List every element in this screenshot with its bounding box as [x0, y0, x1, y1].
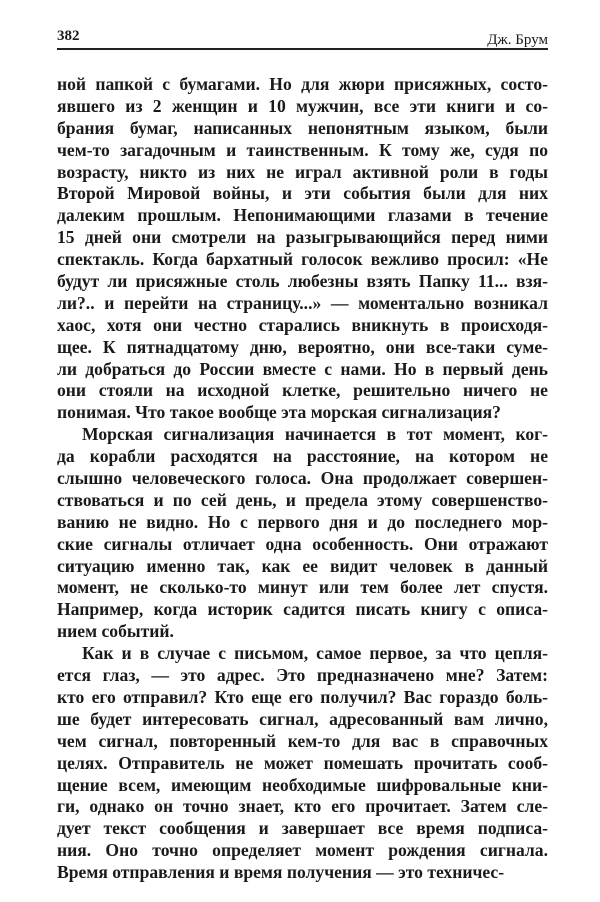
text-line: да корабли расходятся на расстояние, на котором не	[57, 446, 548, 467]
text-line: они стояли на исходной клетке, решительно ничего не	[57, 380, 548, 401]
text-line: момент, не сколько-то минут или тем более лет спустя.	[57, 577, 548, 598]
text-line: явшего из 2 женщин и 10 мужчин, все эти книги и со-	[57, 95, 548, 116]
text-line: нием событий.	[57, 621, 174, 642]
text-line: понимая. Что такое вообще эта морская сигнализация?	[57, 402, 501, 423]
text-line: щее. К пятнадцатому дню, вероятно, они все-таки суме-	[57, 336, 548, 357]
text-line: ги, однако он точно знает, кто его прочитает. Затем сле-	[57, 796, 548, 817]
text-line: ли добраться до России вместе с нами. Но в первый день	[57, 358, 548, 379]
text-line: Время отправления и время получения — это техничес-	[57, 862, 505, 883]
text-line: чем-то загадочным и таинственным. К тому же, судя по	[57, 139, 548, 160]
text-line: Морская сигнализация начинается в тот момент, ког-	[82, 424, 548, 445]
text-line: ется глаз, — это адрес. Это предназначено мне? Затем:	[57, 665, 548, 686]
text-line: Например, когда историк садится писать книгу с описа-	[57, 599, 548, 620]
text-line: будут ли присяжные столь любезны взять Папку 11... взя-	[57, 271, 548, 292]
page-body	[57, 74, 548, 884]
header-rule	[57, 48, 548, 50]
paragraph	[57, 643, 548, 884]
text-line: ситуацию именно так, как ее видит человек в данный	[57, 555, 548, 576]
text-line: ванию не видно. Но с первого дня и до последнего мор-	[57, 511, 548, 532]
page-header	[57, 24, 548, 48]
text-line: хаос, хотя они честно старались вникнуть в происходя-	[57, 314, 548, 335]
text-line: брания бумаг, написанных непонятным языком, были	[57, 117, 548, 138]
text-line: щение всем, имеющим необходимые шифровальные кни-	[57, 774, 548, 795]
text-line: ли?.. и перейти на страницу...» — моментально возникал	[57, 292, 548, 313]
text-line: ной папкой с бумагами. Но для жюри присяжных, состо-	[57, 74, 548, 94]
text-line: далеким прошлым. Непонимающими глазами в течение	[57, 205, 548, 226]
text-line: целях. Отправитель не может помешать прочитать сооб-	[57, 752, 548, 773]
text-line: ские сигналы отличает одна особенность. Они отражают	[57, 533, 548, 554]
text-line: кто его отправил? Кто еще его получил? Вас гораздо боль-	[57, 686, 548, 707]
text-line: Второй Мировой войны, и эти события были для них	[57, 183, 548, 204]
text-line: ния. Оно точно определяет момент рождения сигнала.	[57, 840, 548, 861]
text-line: возрасту, никто из них не играл активной роли в годы	[57, 161, 548, 182]
text-line: чем сигнал, повторенный кем-то для вас в справочных	[57, 730, 548, 751]
text-line: слышно человеческого голоса. Она продолжает совершен-	[57, 468, 548, 489]
text-line: Как и в случае с письмом, самое первое, за что цепля-	[82, 643, 548, 664]
text-line: спектакль. Когда бархатный голосок вежливо просил: «Не	[57, 249, 548, 270]
text-line: ше будет интересовать сигнал, адресованный вам лично,	[57, 708, 548, 729]
text-line: 15 дней они смотрели на разыгрывающийся перед ними	[57, 227, 548, 248]
paragraph	[57, 74, 548, 424]
text-line: дует текст сообщения и завершает все время подписа-	[57, 818, 548, 839]
paragraph	[57, 424, 548, 643]
running-head: Дж. Брум	[487, 32, 548, 48]
text-line: ствоваться и по сей день, и предела этому совершенство-	[57, 489, 548, 510]
page-number: 382	[57, 28, 80, 44]
